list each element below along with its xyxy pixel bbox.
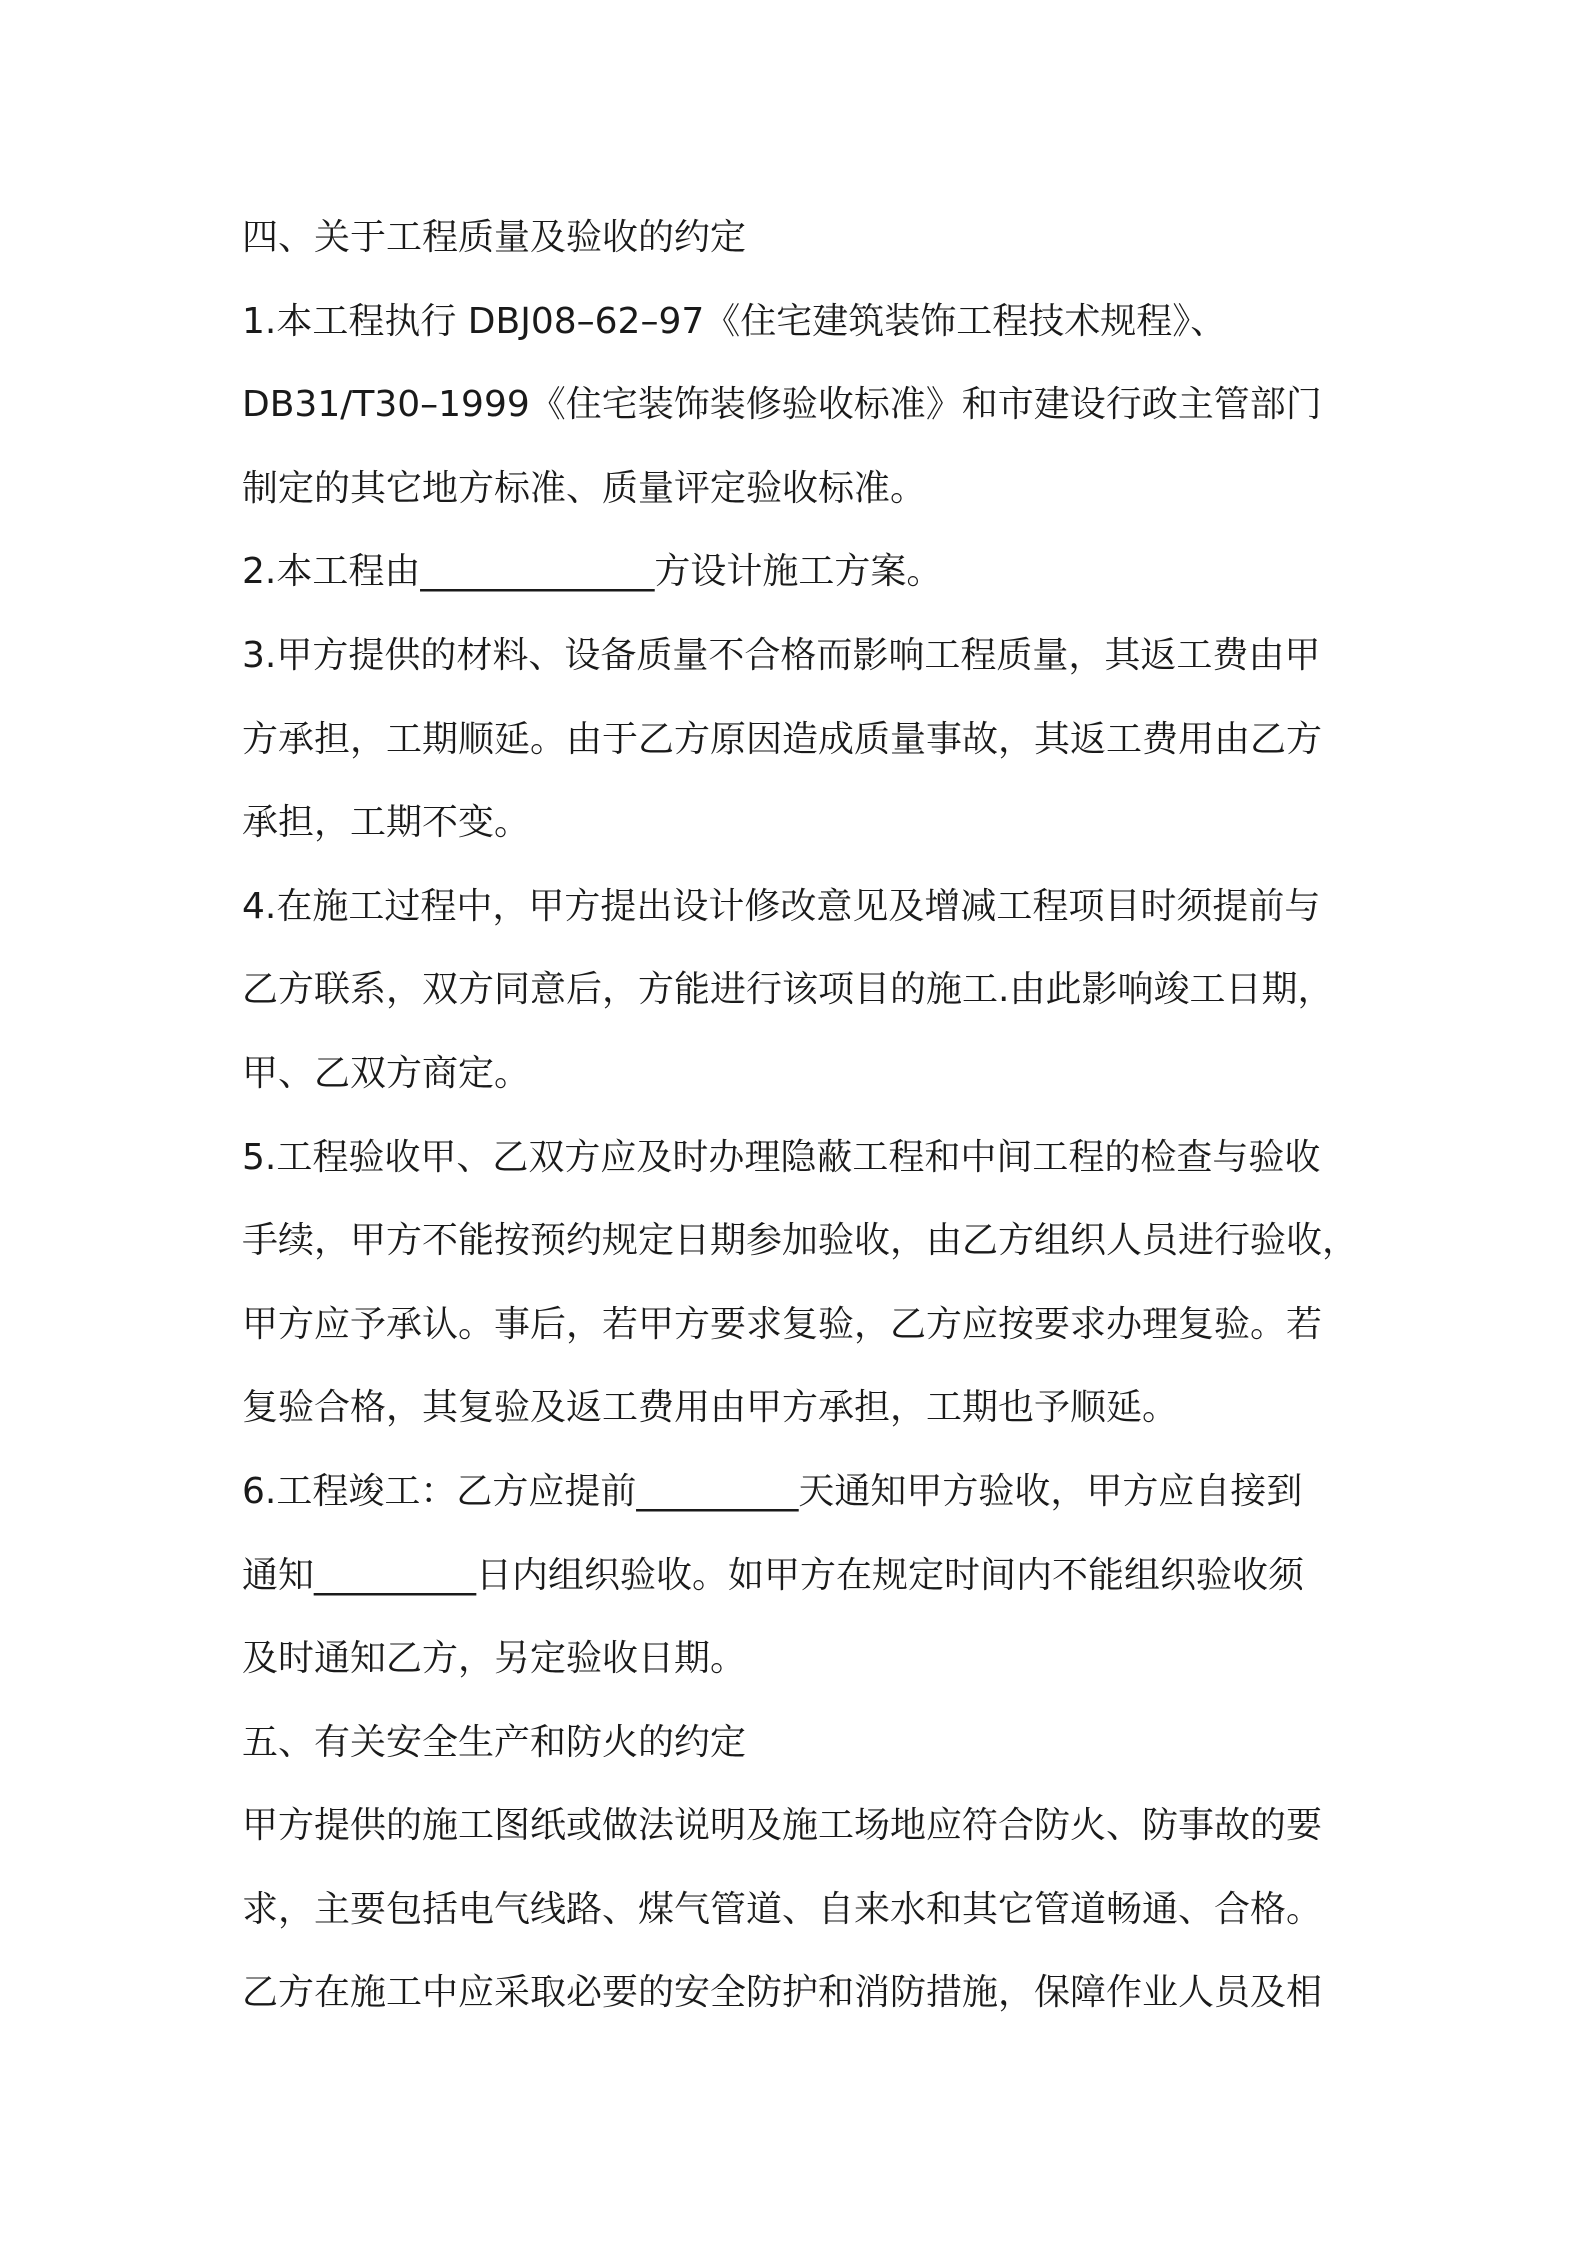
document-body	[242, 196, 1372, 2035]
text-line: 乙方在施工中应采取必要的安全防护和消防措施，保障作业人员及相	[242, 1972, 1323, 2014]
text-line: 3.甲方提供的材料、设备质量不合格而影响工程质量，其返工费由甲	[242, 634, 1321, 676]
text-line: 及时通知乙方，另定验收日期。	[242, 1638, 747, 1680]
text-line: 4.在施工过程中，甲方提出设计修改意见及增减工程项目时须提前与	[242, 885, 1321, 927]
text-line: 1.本工程执行 DBJ08–62–97《住宅建筑装饰工程技术规程》、	[242, 300, 1227, 342]
text-line: 甲方提供的施工图纸或做法说明及施工场地应符合防火、防事故的要	[242, 1805, 1323, 1847]
section-heading-safety: 五、有关安全生产和防火的约定	[242, 1721, 747, 1763]
text-line: 2.本工程由_____________方设计施工方案。	[242, 551, 943, 593]
text-line: 甲方应予承认。事后，若甲方要求复验，乙方应按要求办理复验。若	[242, 1303, 1323, 1345]
text-line: 手续，甲方不能按预约规定日期参加验收，由乙方组织人员进行验收，	[242, 1220, 1359, 1262]
text-line: 甲、乙双方商定。	[242, 1052, 531, 1094]
text-line: 6.工程竣工：乙方应提前_________天通知甲方验收，甲方应自接到	[242, 1470, 1303, 1512]
section-heading-quality: 四、关于工程质量及验收的约定	[242, 217, 747, 258]
text-line: 制定的其它地方标准、质量评定验收标准。	[242, 467, 927, 509]
text-line: 复验合格，其复验及返工费用由甲方承担，工期也予顺延。	[242, 1387, 1179, 1429]
text-line: 承担，工期不变。	[242, 802, 531, 844]
text-line: 求，主要包括电气线路、煤气管道、自来水和其它管道畅通、合格。	[242, 1888, 1323, 1930]
text-line: 5.工程验收甲、乙双方应及时办理隐蔽工程和中间工程的检查与验收	[242, 1136, 1321, 1178]
text-line: 通知_________日内组织验收。如甲方在规定时间内不能组织验收须	[242, 1554, 1305, 1596]
text-line: DB31/T30–1999《住宅装饰装修验收标准》和市建设行政主管部门	[242, 384, 1322, 426]
text-line: 乙方联系，双方同意后，方能进行该项目的施工.由此影响竣工日期，	[242, 969, 1334, 1011]
text-line: 方承担，工期顺延。由于乙方原因造成质量事故，其返工费用由乙方	[242, 718, 1323, 760]
